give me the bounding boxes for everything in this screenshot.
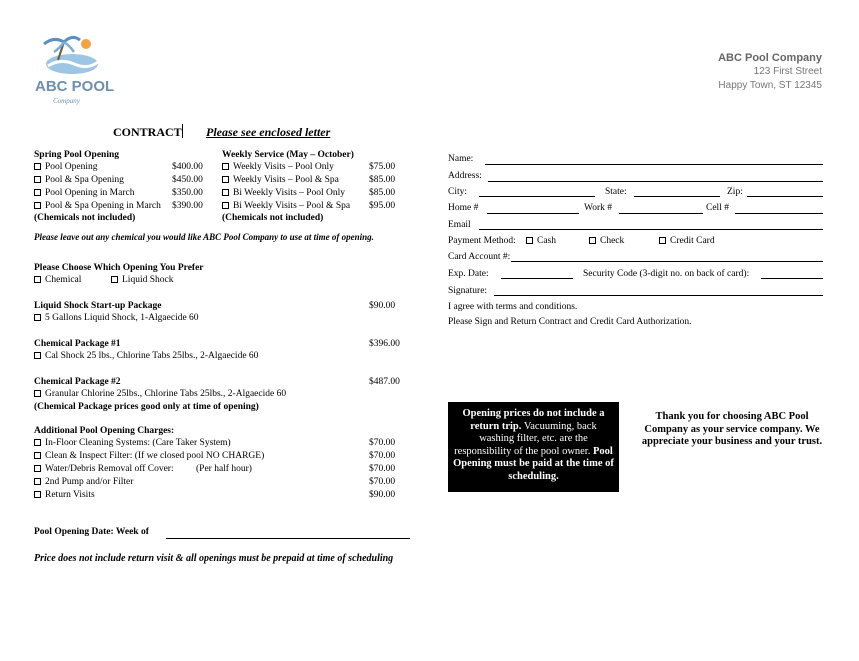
signature-field[interactable] (494, 295, 823, 296)
checkbox-icon[interactable] (589, 237, 596, 244)
checkbox-icon[interactable] (222, 176, 229, 183)
notice-normal: Vacuuming, back washing filter, etc. are the responsibility of the pool owner. (454, 420, 597, 457)
return-text: Please Sign and Return Contract and Credit Card Authorization. (448, 317, 692, 327)
chem1-heading: Chemical Package #1 (34, 339, 121, 349)
cell-label: Cell # (706, 203, 729, 213)
checkbox-icon[interactable] (111, 276, 118, 283)
choose-chemical[interactable]: Chemical (34, 275, 81, 285)
payment-check[interactable]: Check (589, 236, 624, 246)
home-label: Home # (448, 203, 479, 213)
spring-price: $390.00 (172, 201, 203, 211)
company-city: Happy Town, ST 12345 (718, 80, 822, 91)
checkbox-icon[interactable] (34, 202, 41, 209)
notice-bold-2: Pool Opening must be paid at the time of scheduling. (453, 445, 614, 482)
checkbox-icon[interactable] (34, 276, 41, 283)
additional-price: $70.00 (369, 438, 396, 448)
home-field[interactable] (487, 213, 579, 214)
zip-field[interactable] (747, 196, 823, 197)
weekly-item[interactable]: Bi Weekly Visits – Pool Only (222, 188, 345, 198)
spring-item[interactable]: Pool & Spa Opening (34, 175, 124, 185)
city-field[interactable] (479, 196, 595, 197)
additional-heading: Additional Pool Opening Charges: (34, 426, 175, 436)
enclosed-letter-note: Please see enclosed letter (206, 125, 331, 139)
additional-item[interactable]: Clean & Inspect Filter: (If we closed pool NO CHARGE) (34, 451, 264, 461)
additional-price: $90.00 (369, 490, 396, 500)
agree-text: I agree with terms and conditions. (448, 302, 578, 312)
signature-label: Signature: (448, 286, 488, 296)
checkbox-icon[interactable] (659, 237, 666, 244)
checkbox-icon[interactable] (34, 176, 41, 183)
payment-label: Payment Method: (448, 236, 516, 246)
weekly-price: $75.00 (369, 162, 396, 172)
checkbox-icon[interactable] (34, 491, 41, 498)
spring-item[interactable]: Pool & Spa Opening in March (34, 201, 161, 211)
additional-item[interactable]: In-Floor Cleaning Systems: (Care Taker System) (34, 438, 231, 448)
additional-price: $70.00 (369, 464, 396, 474)
checkbox-icon[interactable] (526, 237, 533, 244)
payment-credit[interactable]: Credit Card (659, 236, 715, 246)
name-label: Name: (448, 154, 474, 164)
city-label: City: (448, 187, 468, 197)
card-account-label: Card Account #: (448, 252, 511, 262)
leave-out-note: Please leave out any chemical you would like ABC Pool Company to use at time of opening. (34, 232, 374, 242)
spring-price: $350.00 (172, 188, 203, 198)
spring-price: $400.00 (172, 162, 203, 172)
text-cursor (182, 124, 183, 138)
chem1-price: $396.00 (369, 339, 400, 349)
checkbox-icon[interactable] (34, 465, 41, 472)
weekly-price: $95.00 (369, 201, 396, 211)
security-label: Security Code (3-digit no. on back of card): (583, 269, 750, 279)
contract-title: CONTRACT (113, 125, 182, 139)
security-field[interactable] (761, 278, 823, 279)
additional-price: $70.00 (369, 477, 396, 487)
chem2-note: (Chemical Package prices good only at time of opening) (34, 402, 259, 412)
checkbox-icon[interactable] (222, 202, 229, 209)
exp-field[interactable] (501, 278, 573, 279)
liquid-shock-item[interactable]: 5 Gallons Liquid Shock, 1-Algaecide 60 (34, 313, 199, 323)
chem2-price: $487.00 (369, 377, 400, 387)
checkbox-icon[interactable] (34, 189, 41, 196)
additional-extra: (Per half hour) (196, 464, 252, 474)
price-note: Price does not include return visit & all openings must be prepaid at time of scheduling (34, 553, 394, 564)
company-logo (30, 34, 115, 110)
checkbox-icon[interactable] (34, 314, 41, 321)
choose-heading: Please Choose Which Opening You Prefer (34, 263, 204, 273)
checkbox-icon[interactable] (222, 189, 229, 196)
liquid-shock-heading: Liquid Shock Start-up Package (34, 301, 162, 311)
exp-label: Exp. Date: (448, 269, 489, 279)
address-field[interactable] (488, 181, 823, 182)
logo-title: ABC POOL (35, 78, 115, 95)
weekly-note: (Chemicals not included) (222, 213, 324, 223)
email-field[interactable] (479, 229, 823, 230)
payment-cash[interactable]: Cash (526, 236, 556, 246)
checkbox-icon[interactable] (34, 452, 41, 459)
checkbox-icon[interactable] (34, 352, 41, 359)
additional-item[interactable]: Water/Debris Removal off Cover: (34, 464, 174, 474)
weekly-price: $85.00 (369, 175, 396, 185)
card-account-field[interactable] (511, 261, 823, 262)
zip-label: Zip: (727, 187, 743, 197)
company-name: ABC Pool Company (718, 52, 822, 64)
opening-date-field[interactable] (166, 538, 410, 539)
weekly-item[interactable]: Bi Weekly Visits – Pool & Spa (222, 201, 350, 211)
work-label: Work # (584, 203, 612, 213)
checkbox-icon[interactable] (34, 439, 41, 446)
checkbox-icon[interactable] (222, 163, 229, 170)
checkbox-icon[interactable] (34, 163, 41, 170)
notice-bold-1: Opening prices do not include a return trip. (462, 408, 605, 432)
thank-you-message: Thank you for choosing ABC Pool Company as your service company. We appreciate your business and your trust. (641, 411, 823, 447)
state-label: State: (605, 187, 627, 197)
state-field[interactable] (634, 196, 720, 197)
logo-subtitle: Company (53, 97, 80, 105)
cell-field[interactable] (735, 213, 823, 214)
notice-box (448, 402, 619, 492)
spring-item[interactable]: Pool Opening in March (34, 188, 134, 198)
spring-price: $450.00 (172, 175, 203, 185)
weekly-item[interactable]: Weekly Visits – Pool & Spa (222, 175, 339, 185)
weekly-heading: Weekly Service (May – October) (222, 150, 354, 160)
work-field[interactable] (619, 213, 703, 214)
spring-item[interactable]: Pool Opening (34, 162, 98, 172)
chem2-heading: Chemical Package #2 (34, 377, 121, 387)
address-label: Address: (448, 171, 482, 181)
choose-liquid-shock[interactable]: Liquid Shock (111, 275, 173, 285)
spring-heading: Spring Pool Opening (34, 150, 119, 160)
spring-note: (Chemicals not included) (34, 213, 136, 223)
opening-date-label: Pool Opening Date: Week of (34, 527, 149, 537)
pool-palm-icon (30, 34, 110, 78)
checkbox-icon[interactable] (34, 390, 41, 397)
email-label: Email (448, 220, 471, 230)
additional-item[interactable]: Return Visits (34, 490, 95, 500)
additional-price: $70.00 (369, 451, 396, 461)
liquid-shock-price: $90.00 (369, 301, 396, 311)
checkbox-icon[interactable] (34, 478, 41, 485)
additional-item[interactable]: 2nd Pump and/or Filter (34, 477, 133, 487)
name-field[interactable] (485, 164, 823, 165)
weekly-price: $85.00 (369, 188, 396, 198)
chem1-item[interactable]: Cal Shock 25 lbs., Chlorine Tabs 25lbs., 2-Algaecide 60 (34, 351, 258, 361)
company-street: 123 First Street (753, 66, 822, 77)
chem2-item[interactable]: Granular Chlorine 25lbs., Chlorine Tabs 25lbs., 2-Algaecide 60 (34, 389, 286, 399)
weekly-item[interactable]: Weekly Visits – Pool Only (222, 162, 334, 172)
